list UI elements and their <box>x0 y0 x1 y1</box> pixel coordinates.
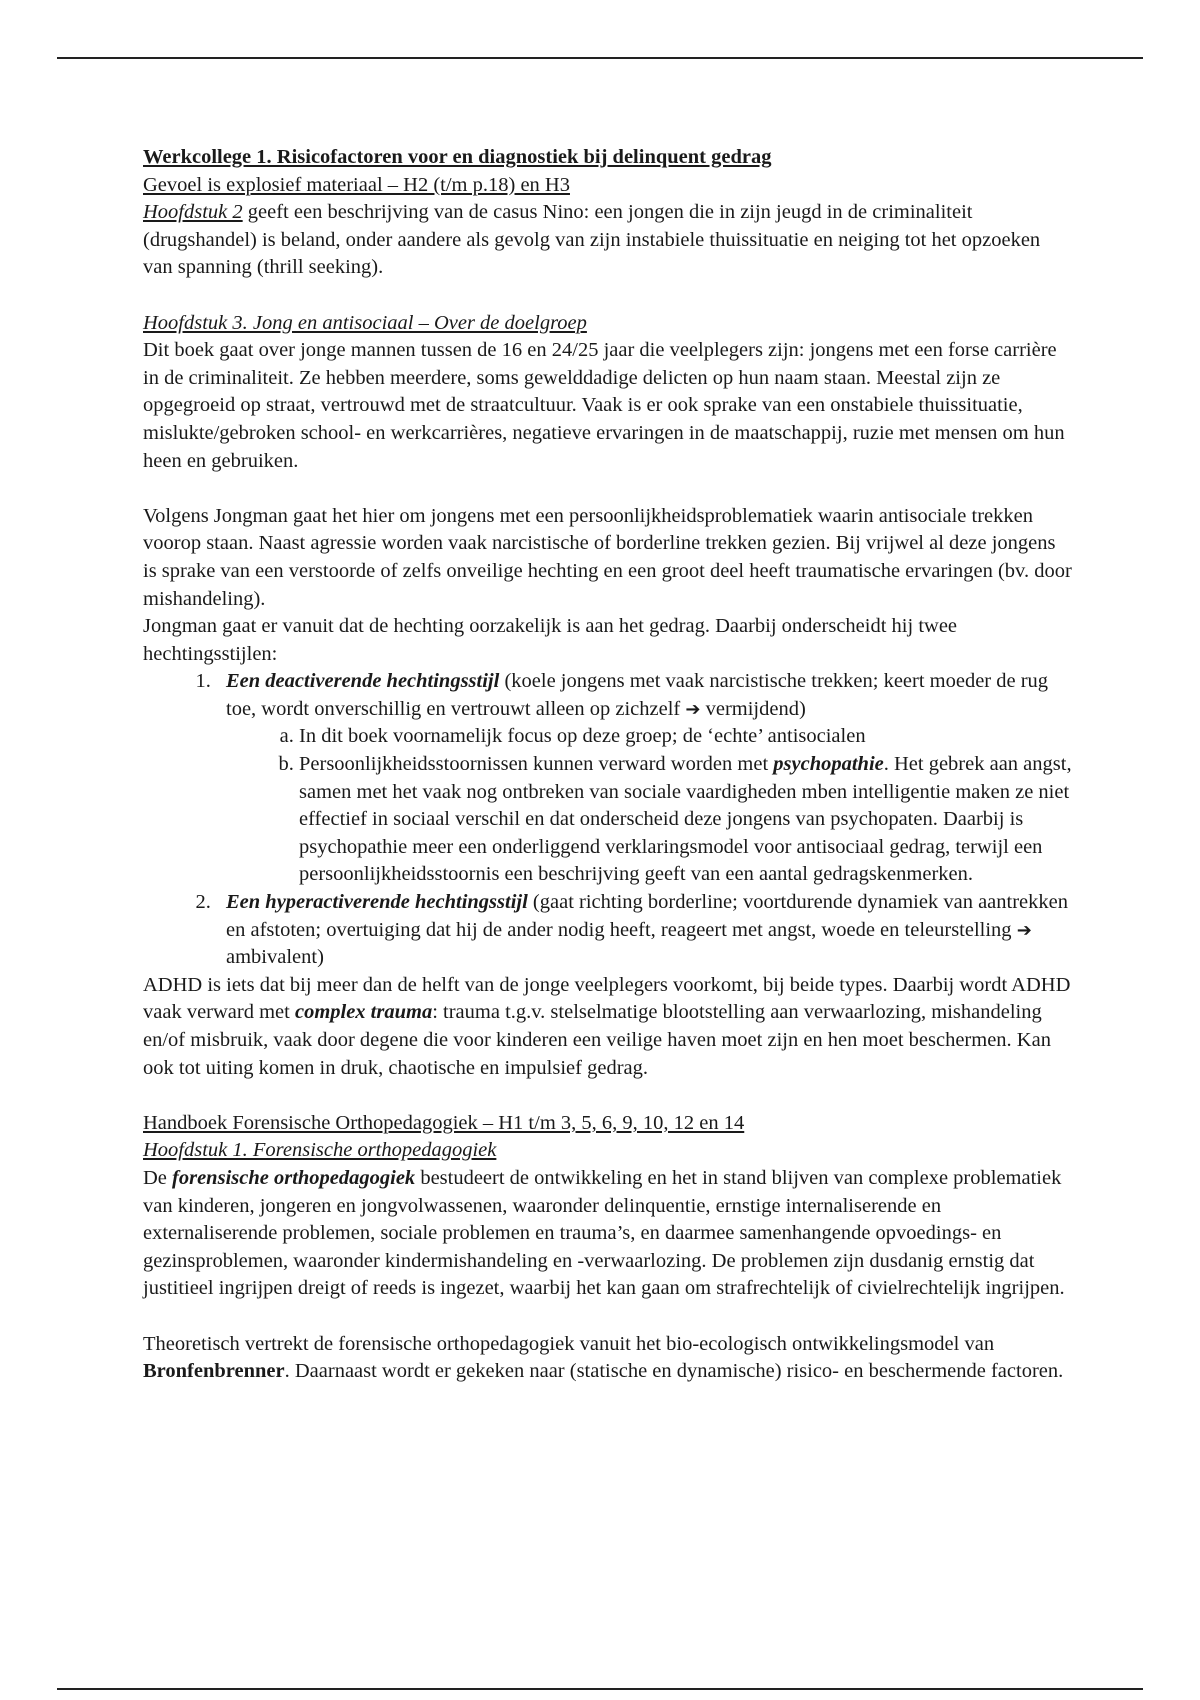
list-item: b. Persoonlijkheidsstoornissen kunnen verward worden met psychopathie. Het gebrek aan angst, samen met het vaak nog ontbreken van sociale vaardigheden mben intelligentie maken ze niet effectief in sociaal verschil en dat onderscheid deze jongens van psychopaten. Daarbij is psychopathie meer een onderliggend verklaringsmodel voor antisociaal gedrag, terwijl een persoonlijkheidsstoornis een beschrijving geeft van een aantal gedragskenmerken. <box>299 751 1073 889</box>
document-body <box>143 144 1073 1386</box>
arrow-right-icon: ➔ <box>1016 919 1032 941</box>
handbook-paragraph-1: De forensische orthopedagogiek bestudeert de ontwikkeling en het in stand blijven van complexe problematiek van kinderen, jongeren en jongvolwassenen, waaronder delinquentie, ernstige internaliserende en externaliserende problemen, sociale problemen en trauma’s, en daarmee samenhangende opvoedings- en gezinsproblemen, waaronder kindermishandeling en -verwaarlozing. De problemen zijn dusdanig ernstig dat justitieel ingrijpen dreigt of reeds is ingezet, waarbij het kan gaan om strafrechtelijk of civielrechtelijk ingrijpen. <box>143 1166 1065 1300</box>
handbook-paragraph-2: Theoretisch vertrekt de forensische orthopedagogiek vanuit het bio-ecologisch ontwikkelingsmodel van Bronfenbrenner. Daarnaast wordt er gekeken naar (statische en dynamische) risico- en beschermende factoren. <box>143 1332 1064 1383</box>
handbook-chapter-title: Hoofdstuk 1. Forensische orthopedagogiek <box>143 1139 497 1162</box>
list-item: a. In dit boek voornamelijk focus op deze groep; de ‘echte’ antisocialen <box>299 723 1073 751</box>
top-rule <box>57 57 1143 59</box>
adhd-paragraph: ADHD is iets dat bij meer dan de helft van de jonge veelplegers voorkomt, bij beide types. Daarbij wordt ADHD vaak verward met complex trauma: trauma t.g.v. stelselmatige blootstelling aan verwaarlozing, mishandeling en/of misbruik, vaak door degene die voor kinderen een veilige haven moet zijn en hen moet beschermen. Kan ook tot uiting komen in druk, chaotische en impulsief gedrag. <box>143 973 1071 1079</box>
sub-list <box>226 723 1073 889</box>
list-item: 1. Een deactiverende hechtingsstijl (koele jongens met vaak narcistische trekken; keert moeder de rug toe, wordt onverschillig en vertrouwt alleen op zichzelf ➔ vermijdend) a. In dit boek voornamelijk focus op deze groep; de ‘echte’ antisocialen b. Persoonlijkheidsstoornissen kunnen verward worden met psychopathie. Het gebrek aan angst, samen met het vaak nog ontbreken van sociale vaardigheden mben intelligentie maken ze niet effectief in sociaal verschil en dat onderscheid deze jongens van psychopaten. Daarbij is psychopathie meer een onderliggend verklaringsmodel voor antisociaal gedrag, terwijl een persoonlijkheidsstoornis een beschrijving geeft van een aantal gedragskenmerken. <box>216 668 1073 889</box>
attachment-styles-list <box>143 668 1073 972</box>
handbook-title: Handboek Forensische Orthopedagogiek – H1 t/m 3, 5, 6, 9, 10, 12 en 14 <box>143 1111 745 1134</box>
h3-paragraph-2a: Volgens Jongman gaat het hier om jongens met een persoonlijkheidsproblematiek waarin antisociale trekken voorop staan. Naast agressie worden vaak narcistische of borderline trekken gezien. Bij vrijwel al deze jongens is sprake van een verstoorde of zelfs onveilige hechting en een groot deel heeft traumatische ervaringen (bv. door mishandeling). <box>143 504 1072 610</box>
h2-label: Hoofdstuk 2 <box>143 201 243 224</box>
h2-paragraph: Hoofdstuk 2 geeft een beschrijving van de casus Nino: een jongen die in zijn jeugd in de criminaliteit (drugshandel) is beland, onder aandere als gevolg van zijn instabiele thuissituatie en neiging tot het opzoeken van spanning (thrill seeking). <box>143 201 1041 279</box>
h3-title: Hoofdstuk 3. Jong en antisociaal – Over de doelgroep <box>143 311 587 334</box>
arrow-right-icon: ➔ <box>685 698 701 720</box>
section-subtitle: Gevoel is explosief materiaal – H2 (t/m p.18) en H3 <box>143 173 570 196</box>
document-title: Werkcollege 1. Risicofactoren voor en diagnostiek bij delinquent gedrag <box>143 146 772 168</box>
h3-paragraph-2b: Jongman gaat er vanuit dat de hechting oorzakelijk is aan het gedrag. Daarbij onderscheidt hij twee hechtingsstijlen: <box>143 615 958 665</box>
h3-paragraph-1: Dit boek gaat over jonge mannen tussen de 16 en 24/25 jaar die veelplegers zijn: jongens met een forse carrière in de criminaliteit. Ze hebben meerdere, soms gewelddadige delicten op hun naam staan. Meestal zijn ze opgegroeid op straat, vertrouwd met de straatcultuur. Vaak is er ook sprake van een onstabiele thuissituatie, mislukte/gebroken school- en werkcarrières, negatieve ervaringen in de maatschappij, ruzie met mensen om hun heen en gebruiken. <box>143 339 1065 472</box>
list-item: 2. Een hyperactiverende hechtingsstijl (gaat richting borderline; voortdurende dynamiek van aantrekken en afstoten; overtuiging dat hij de ander nodig heeft, reageert met angst, woede en teleurstelling ➔ ambivalent) <box>216 889 1073 972</box>
bottom-rule <box>57 1688 1143 1690</box>
